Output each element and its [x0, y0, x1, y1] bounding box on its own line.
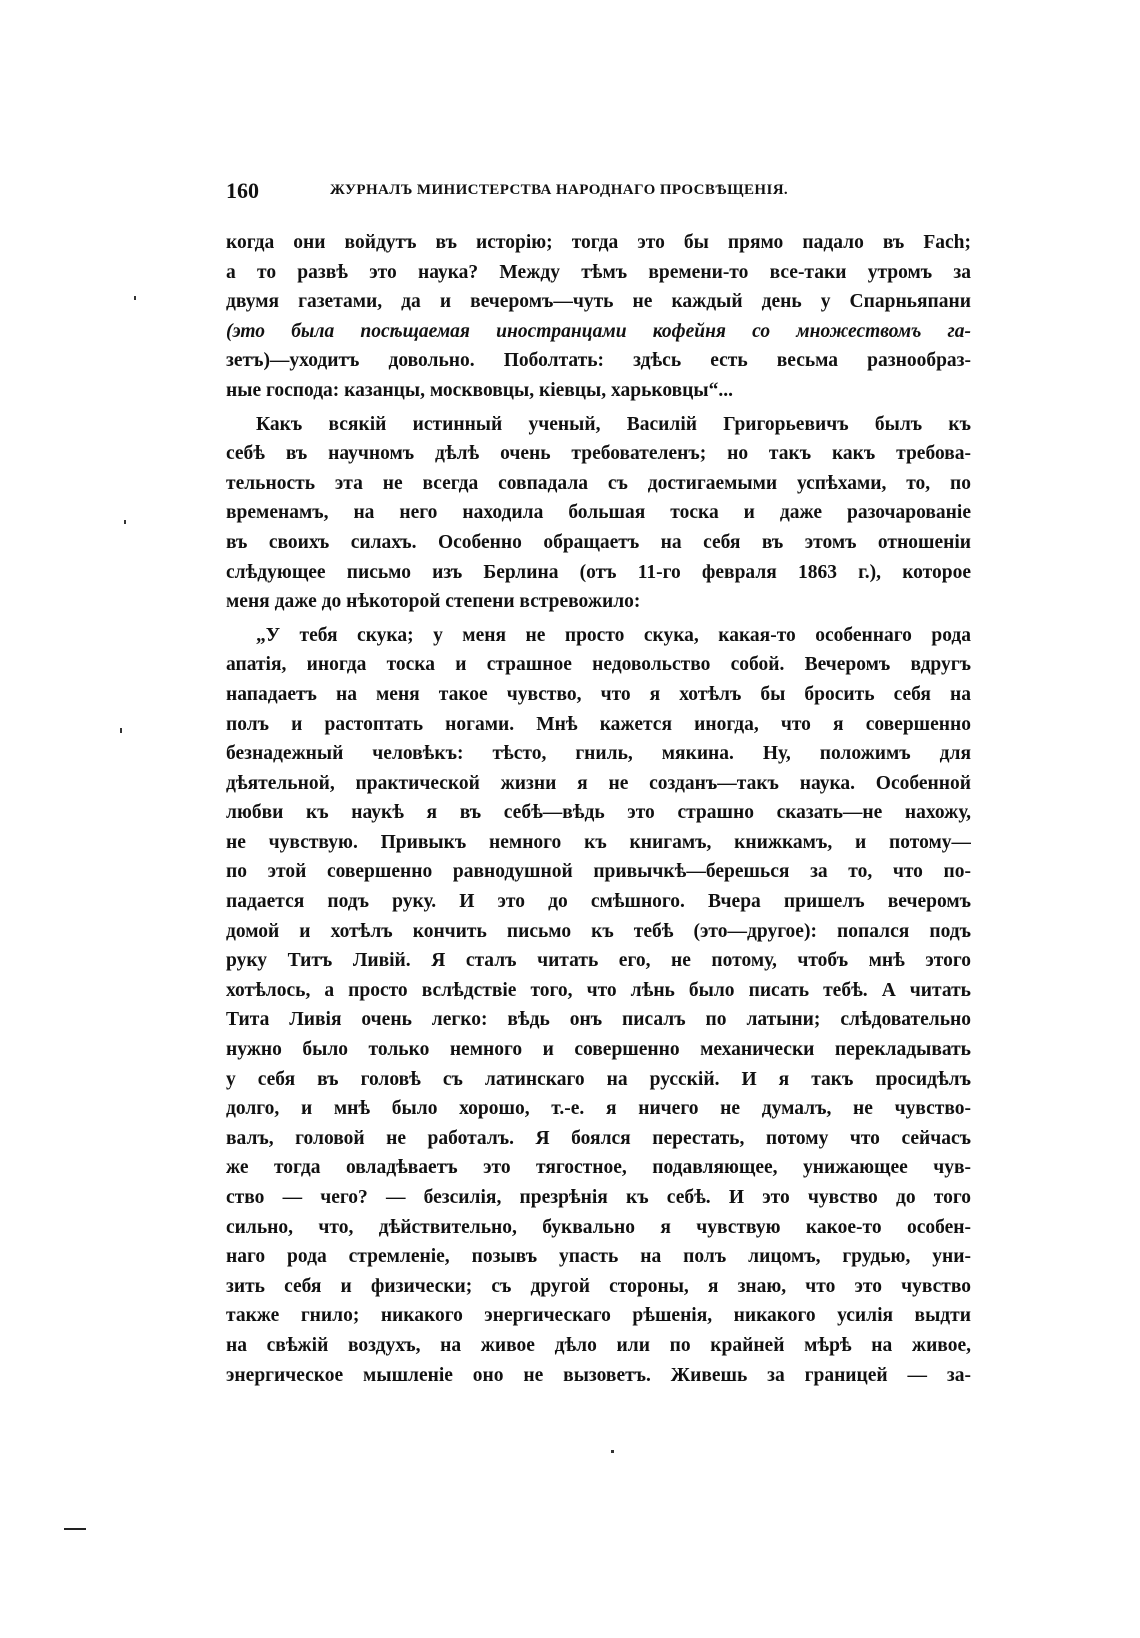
text-line: любви къ наукѣ я въ себѣ—вѣдь это страшно сказать—не нахожу, [226, 802, 971, 824]
text-line: падается подъ руку. И это до смѣшного. Вчера пришелъ вечеромъ [226, 891, 971, 913]
text-line: тельность эта не всегда совпадала съ достигаемыми успѣхами, то, по [226, 472, 971, 494]
text-line: энергическое мышленіе оно не вызоветъ. Живешь за границей — за- [226, 1364, 971, 1386]
text-line: ство — чего? — безсилія, презрѣнія къ себѣ. И это чувство до того [226, 1187, 971, 1208]
text-line: также гнило; никакого энергическаго рѣшенія, никакого усилія выдти [226, 1305, 971, 1327]
text-line: двумя газетами, да и вечеромъ—чуть не каждый день у Спарньяпани [226, 291, 971, 313]
scan-mark-line [64, 1528, 86, 1530]
body-text [226, 228, 971, 1390]
text-line: временамъ, на него находила большая тоска и даже разочарованіе [226, 502, 971, 524]
text-line: полъ и растоптать ногами. Мнѣ кажется иногда, что я совершенно [226, 713, 971, 735]
scan-speck [124, 520, 126, 524]
text-line: ные господа: казанцы, москвовцы, кіевцы, харьковцы“... [226, 379, 734, 401]
scan-speck [120, 728, 122, 733]
text-line: слѣдующее письмо изъ Берлина (отъ 11-го февраля 1863 г.), которое [226, 561, 971, 583]
text-line: когда они войдутъ въ исторію; тогда это бы прямо падало въ Fach; [226, 232, 971, 253]
text-line: нужно было только немного и совершенно механически перекладывать [226, 1039, 971, 1061]
text-line: же тогда овладѣваетъ это тягостное, подавляющее, унижающее чув- [226, 1157, 971, 1179]
text-line: руку Титъ Ливій. Я сталъ читать его, не потому, чтобъ мнѣ этого [226, 950, 971, 972]
running-head [226, 178, 968, 208]
text-line: наго рода стремленіе, позывъ упасть на полъ лицомъ, грудью, уни- [226, 1246, 971, 1268]
text-line: „У тебя скука; у меня не просто скука, какая-то особеннаго рода [256, 624, 971, 646]
scan-speck [134, 296, 136, 300]
text-line: у себя въ головѣ съ латинскаго на русскій. И я такъ просидѣлъ [226, 1068, 971, 1090]
text-line: долго, и мнѣ было хорошо, т.-е. я ничего не думалъ, не чувство- [226, 1098, 971, 1120]
text-line: въ своихъ силахъ. Особенно обращаетъ на себя въ этомъ отношеніи [226, 531, 971, 553]
text-line: сильно, что, дѣйствительно, буквально я чувствую какое-то особен- [226, 1216, 971, 1238]
text-line: валъ, головой не работалъ. Я боялся перестать, потому что сейчасъ [226, 1127, 971, 1149]
text-line: зить себя и физически; съ другой стороны, я знаю, что это чувство [226, 1275, 971, 1297]
text-line: Тита Ливія очень легко: вѣдь онъ писалъ по латыни; слѣдовательно [226, 1009, 971, 1031]
text-line: на свѣжій воздухъ, на живое дѣло или по крайней мѣрѣ на живое, [226, 1334, 971, 1356]
text-line: себѣ въ научномъ дѣлѣ очень требователенъ; но такъ какъ требова- [226, 443, 971, 465]
text-line: меня даже до нѣкоторой степени встревожило: [226, 591, 641, 613]
text-line: а то развѣ это наука? Между тѣмъ времени-то все-таки утромъ за [226, 261, 971, 283]
text-line: нападаетъ на меня такое чувство, что я хотѣлъ бы бросить себя на [226, 683, 971, 705]
text-line: хотѣлось, а просто вслѣдствіе того, что лѣнь было писать тебѣ. А читать [226, 979, 971, 1001]
text-line-italic: (это была посѣщаемая иностранцами кофейня со множествомъ га- [226, 320, 971, 342]
text-line: не чувствую. Привыкъ немного къ книгамъ, книжкамъ, и потому— [226, 831, 971, 853]
journal-title: ЖУРНАЛЪ МИНИСТЕРСТВА НАРОДНАГО ПРОСВѢЩЕНІЯ. [330, 182, 789, 198]
text-line: безнадежный человѣкъ: тѣсто, гниль, мякина. Ну, положимъ для [226, 743, 971, 765]
text-line: по этой совершенно равнодушной привычкѣ—берешься за то, что по- [226, 861, 971, 883]
page-number: 160 [226, 178, 259, 203]
text-line: домой и хотѣлъ кончить письмо къ тебѣ (это—другое): попался подъ [226, 920, 971, 942]
text-line: Какъ всякій истинный ученый, Василій Григорьевичъ былъ къ [256, 413, 971, 435]
text-line: дѣятельной, практической жизни я не созданъ—такъ наука. Особенной [226, 772, 971, 794]
text-line: апатія, иногда тоска и страшное недовольство собой. Вечеромъ вдругъ [226, 654, 971, 676]
scan-speck [611, 1450, 614, 1453]
text-line: зетъ)—уходитъ довольно. Поболтать: здѣсь есть весьма разнообраз- [226, 350, 971, 372]
